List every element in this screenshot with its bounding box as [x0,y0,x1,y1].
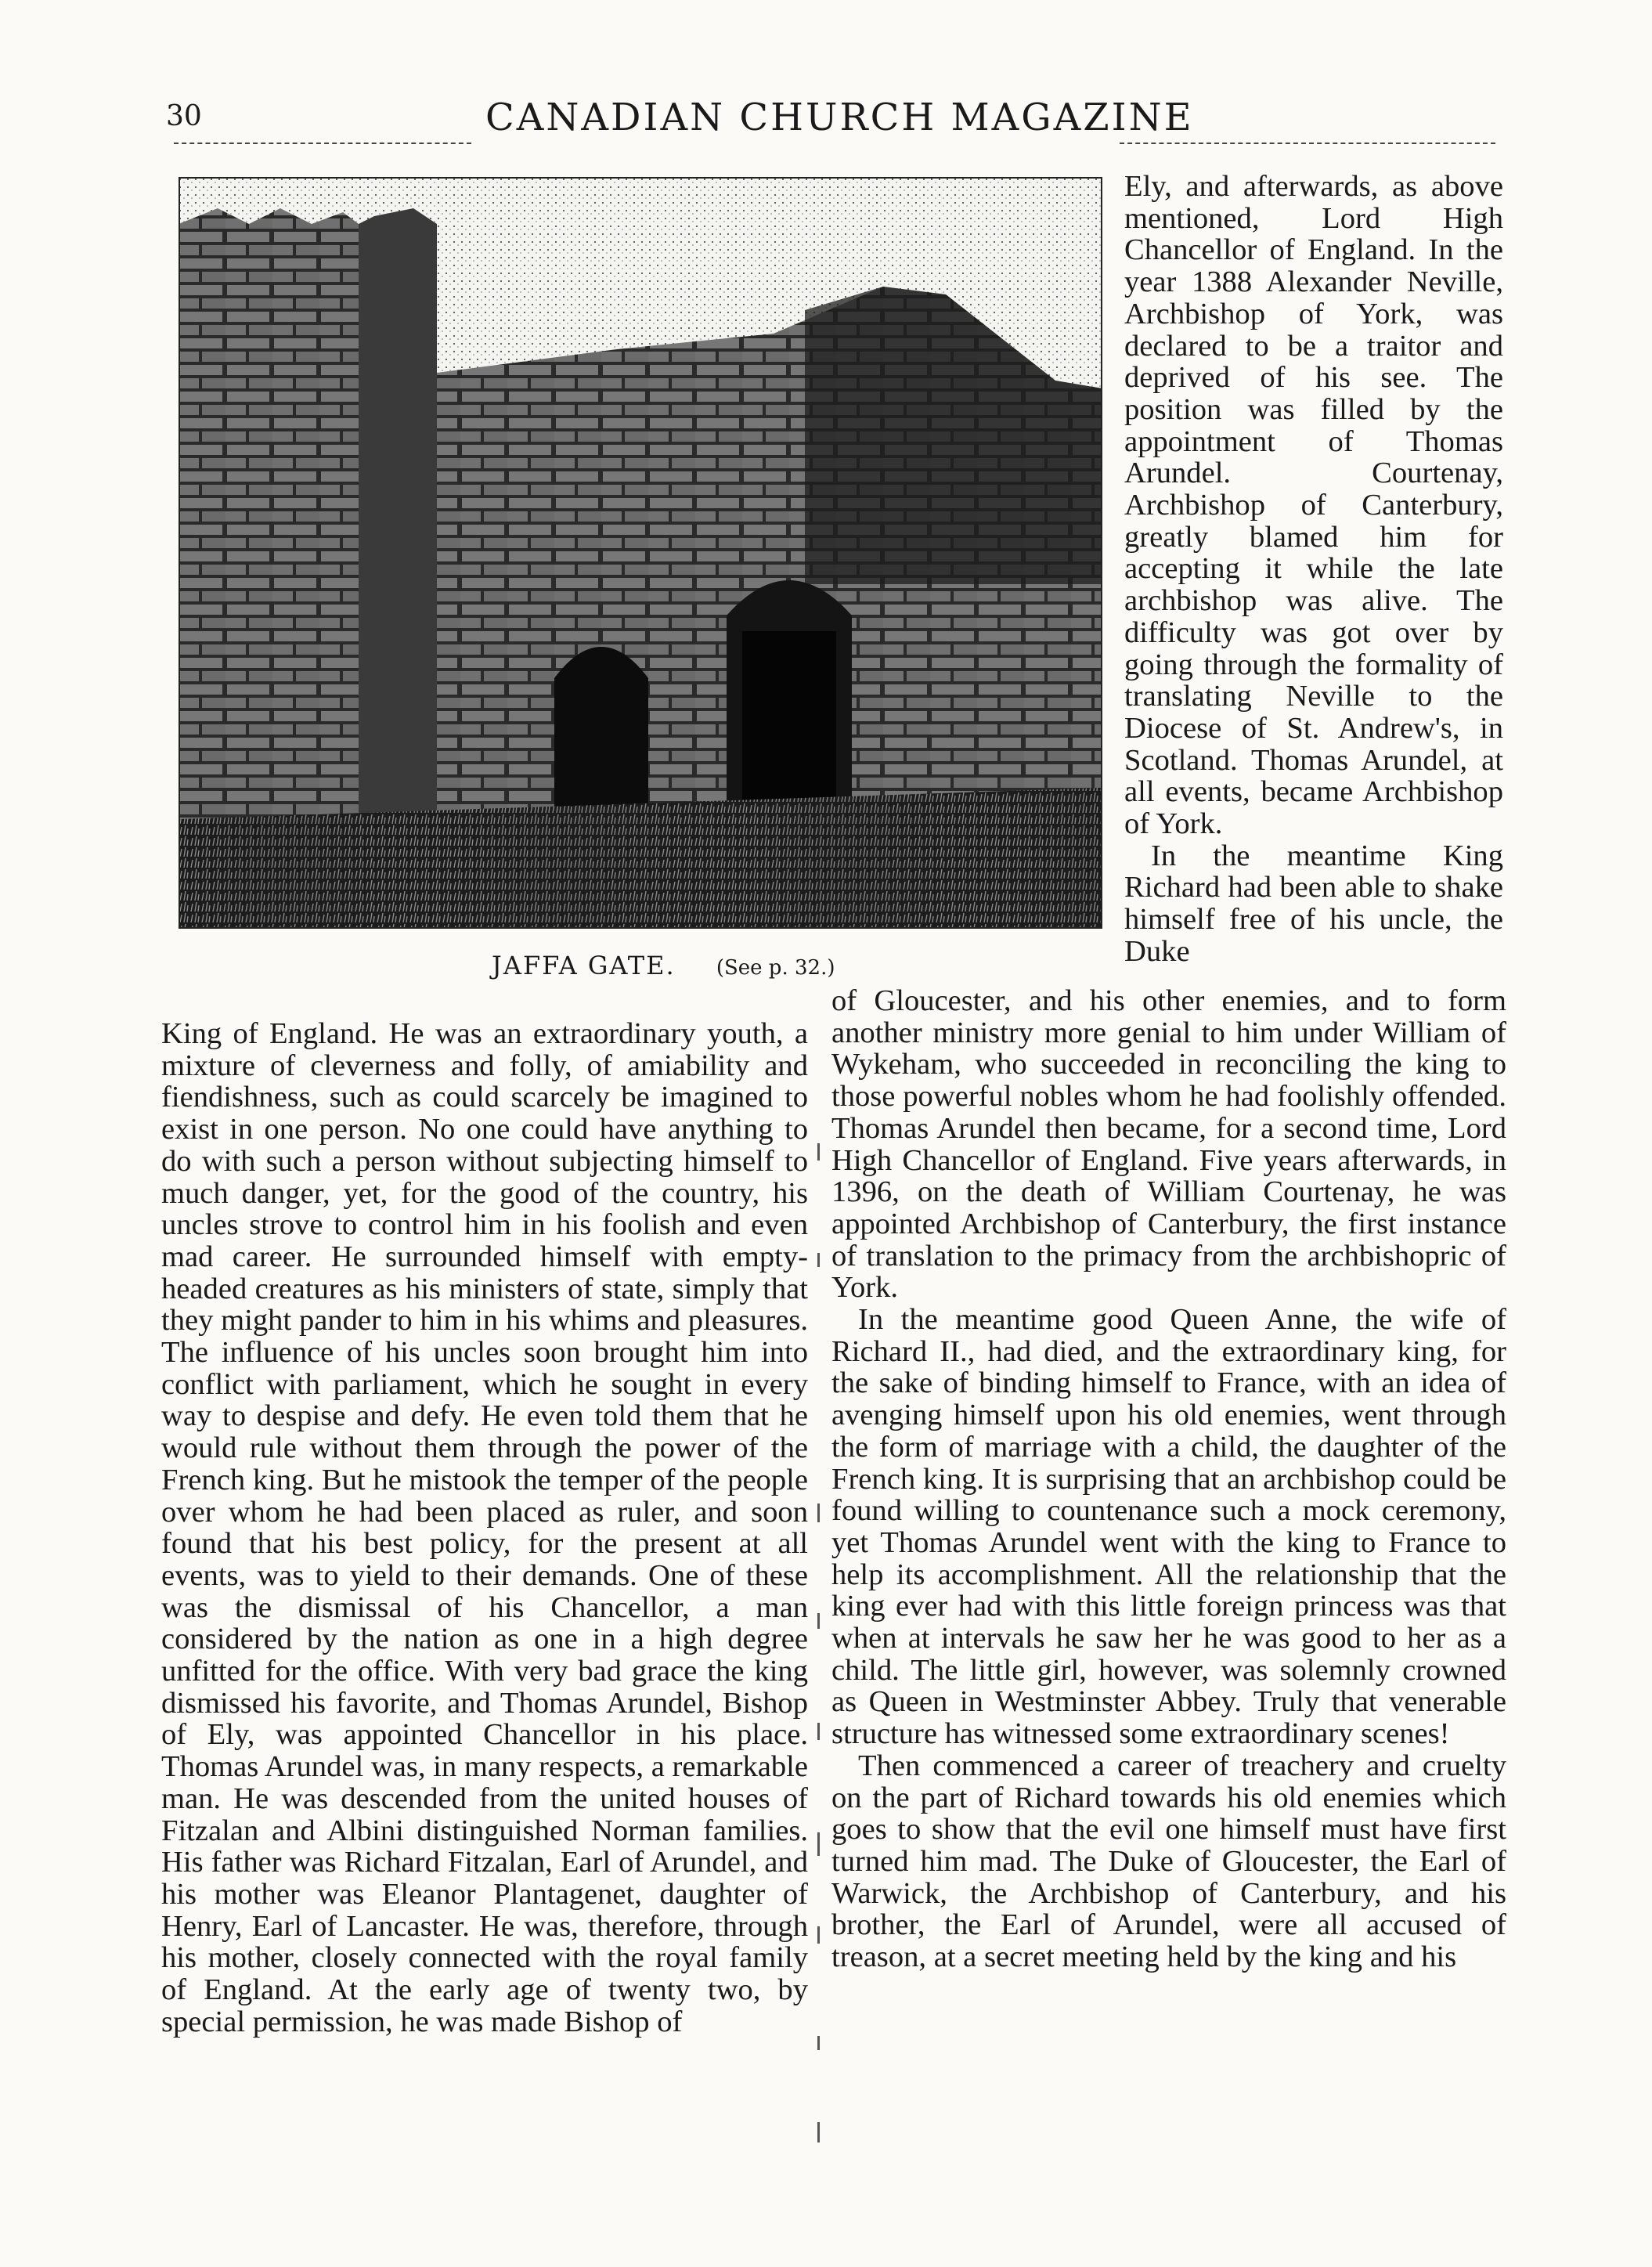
jaffa-gate-illustration [179,177,1102,929]
header-rule-left [174,143,471,144]
paragraph: In the meantime King Richard had been able to shake himself free of his uncle, the Duke [1124,839,1503,968]
page-number: 30 [166,100,202,132]
figure-caption [492,951,835,980]
paragraph: King of England. He was an extraordinary youth, a mixture of cleverness and folly, of amiability and fiendishness, such as could scarcely be imagined to exist in one person. No one could have anything to do with such a person without subjecting himself to much danger, yet, for the good of the country, his uncles strove to control him in his foolish and even mad career. He surrounded himself with empty-headed creatures as his ministers of state, simply that they might pander to him in his whims and pleasures. The influence of his uncles soon brought him into conflict with parliament, which he sought in every way to despise and defy. He even told them that he would rule without them through the power of the French king. But he mistook the temper of the people over whom he had been placed as ruler, and soon found that his best policy, for the present at all events, was to yield to their demands. One of these was the dismissal of his Chancellor, a man considered by the nation as one in a high degree unfitted for the office. With very bad grace the king dismissed his favorite, and Thomas Arundel, Bishop of Ely, was appointed Chancellor in his place. Thomas Arundel was, in many respects, a remarkable man. He was descended from the united houses of Fitzalan and Albini distinguished Norman families. His father was Richard Fitzalan, Earl of Arundel, and his mother was Eleanor Plantagenet, daughter of Henry, Earl of Lancaster. He was, therefore, through his mother, closely connected with the royal family of England. At the early age of twenty two, by special permission, he was made Bishop of [161,1017,808,2038]
header-rule-right [1120,143,1495,144]
paragraph: In the meantime good Queen Anne, the wife of Richard II., had died, and the extraordinary king, for the sake of binding himself to France, with an idea of avenging himself upon his old enemies, went through the form of marriage with a child, the daughter of the French king. It is surprising that an archbishop could be found willing to countenance such a mock ceremony, yet Thomas Arundel went with the king to France to help its accomplishment. All the relationship that the king ever had with this little foreign princess was that when at intervals he saw her he was good to her as a child. The little girl, however, was solemnly crowned as Queen in Westminster Abbey. Truly that venerable structure has witnessed some extraordinary scenes! [831,1303,1506,1751]
caption-title: JAFFA GATE. [492,951,676,980]
jaffa-gate-engraving [179,177,1102,929]
column-left [161,1018,808,2038]
paragraph: of Gloucester, and his other enemies, and to form another ministry more genial to him under William of Wykeham, who succeeded in reconciling the king to those powerful nobles whom he had foolishly offended. Thomas Arundel then became, for a second time, Lord High Chancellor of England. Five years afterwards, in 1396, on the death of William Courtenay, he was appointed Archbishop of Canterbury, the first instance of translation to the primacy from the archbishopric of York. [831,984,1506,1305]
caption-page-reference: (See p. 32.) [716,956,835,980]
paragraph: Ely, and afterwards, as above mentioned, Lord High Chancellor of England. In the year 1388 Alexander Neville, Archbishop of York, was declared to be a traitor and deprived of his see. The position was filled by the appointment of Thomas Arundel. Courtenay, Archbishop of Canterbury, greatly blamed him for accepting it while the late archbishop was alive. The difficulty was got over by going through the formality of translating Neville to the Diocese of St. Andrew's, in Scotland. Thomas Arundel, at all events, became Archbishop of York. [1124,170,1503,841]
column-right-top [1124,171,1503,968]
paragraph: Then commenced a career of treachery and cruelty on the part of Richard towards his old enemies which goes to show that the evil one himself must have first turned him mad. The Duke of Gloucester, the Earl of Warwick, the Archbishop of Canterbury, and his brother, the Earl of Arundel, were all accused of treason, at a secret meeting held by the king and his [831,1749,1506,1974]
gutter-marks [814,1018,824,2153]
column-right [831,985,1506,1973]
masthead-title: CANADIAN CHURCH MAGAZINE [485,96,1194,139]
